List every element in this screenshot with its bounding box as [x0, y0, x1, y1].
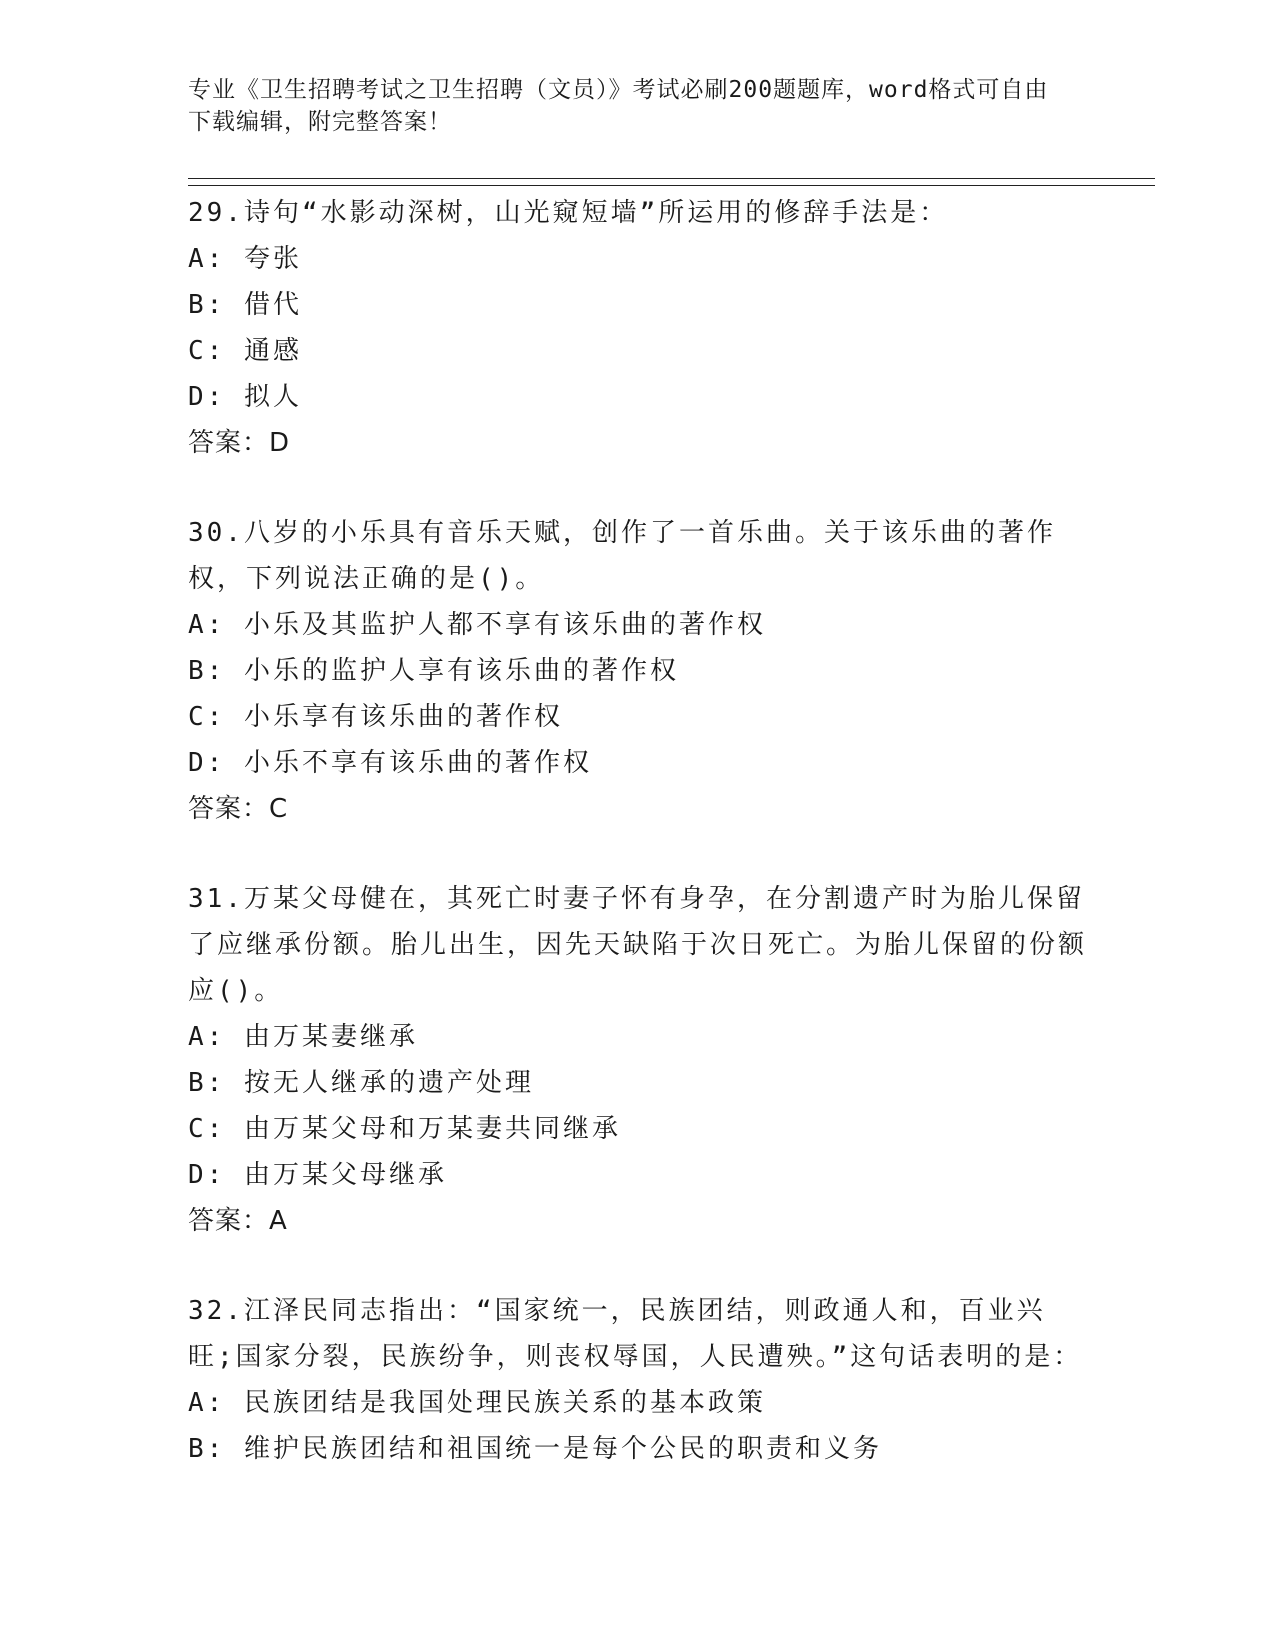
option-c: C: 通感: [188, 336, 302, 366]
document-header: [188, 74, 1068, 138]
option-d: D: 拟人: [188, 382, 302, 412]
option-d: D: 小乐不享有该乐曲的著作权: [188, 748, 592, 778]
question-stem: 29.诗句“水影动深树，山光窥短墙”所运用的修辞手法是：: [188, 198, 949, 228]
question-30: [188, 510, 1088, 832]
option-b: B: 借代: [188, 290, 302, 320]
option-b: B: 按无人继承的遗产处理: [188, 1068, 534, 1098]
question-29: [188, 190, 1088, 466]
option-a: A: 民族团结是我国处理民族关系的基本政策: [188, 1388, 766, 1418]
option-a: A: 由万某妻继承: [188, 1022, 418, 1052]
question-31: [188, 876, 1088, 1244]
header-text: 专业《卫生招聘考试之卫生招聘（文员）》考试必刷200题题库，word格式可自由下载编辑，附完整答案！: [188, 77, 1049, 135]
option-c: C: 由万某父母和万某妻共同继承: [188, 1114, 621, 1144]
option-a: A: 小乐及其监护人都不享有该乐曲的著作权: [188, 610, 766, 640]
answer-label: 答案：C: [188, 794, 289, 824]
question-list: [188, 190, 1088, 1516]
question-stem: 30.八岁的小乐具有音乐天赋，创作了一首乐曲。关于该乐曲的著作权，下列说法正确的是()。: [188, 518, 1056, 594]
answer-label: 答案：D: [188, 428, 291, 458]
option-c: C: 小乐享有该乐曲的著作权: [188, 702, 563, 732]
question-stem: 32.江泽民同志指出：“国家统一，民族团结，则政通人和，百业兴旺;国家分裂，民族纷争，则丧权辱国，人民遭殃。”这句话表明的是：: [188, 1296, 1083, 1372]
option-a: A: 夸张: [188, 244, 302, 274]
question-stem: 31.万某父母健在，其死亡时妻子怀有身孕，在分割遗产时为胎儿保留了应继承份额。胎儿出生，因先天缺陷于次日死亡。为胎儿保留的份额应()。: [188, 884, 1088, 1006]
option-b: B: 小乐的监护人享有该乐曲的著作权: [188, 656, 679, 686]
header-divider: [188, 178, 1155, 186]
option-d: D: 由万某父母继承: [188, 1160, 447, 1190]
option-b: B: 维护民族团结和祖国统一是每个公民的职责和义务: [188, 1434, 882, 1464]
answer-label: 答案：A: [188, 1206, 288, 1236]
question-32: [188, 1288, 1088, 1472]
